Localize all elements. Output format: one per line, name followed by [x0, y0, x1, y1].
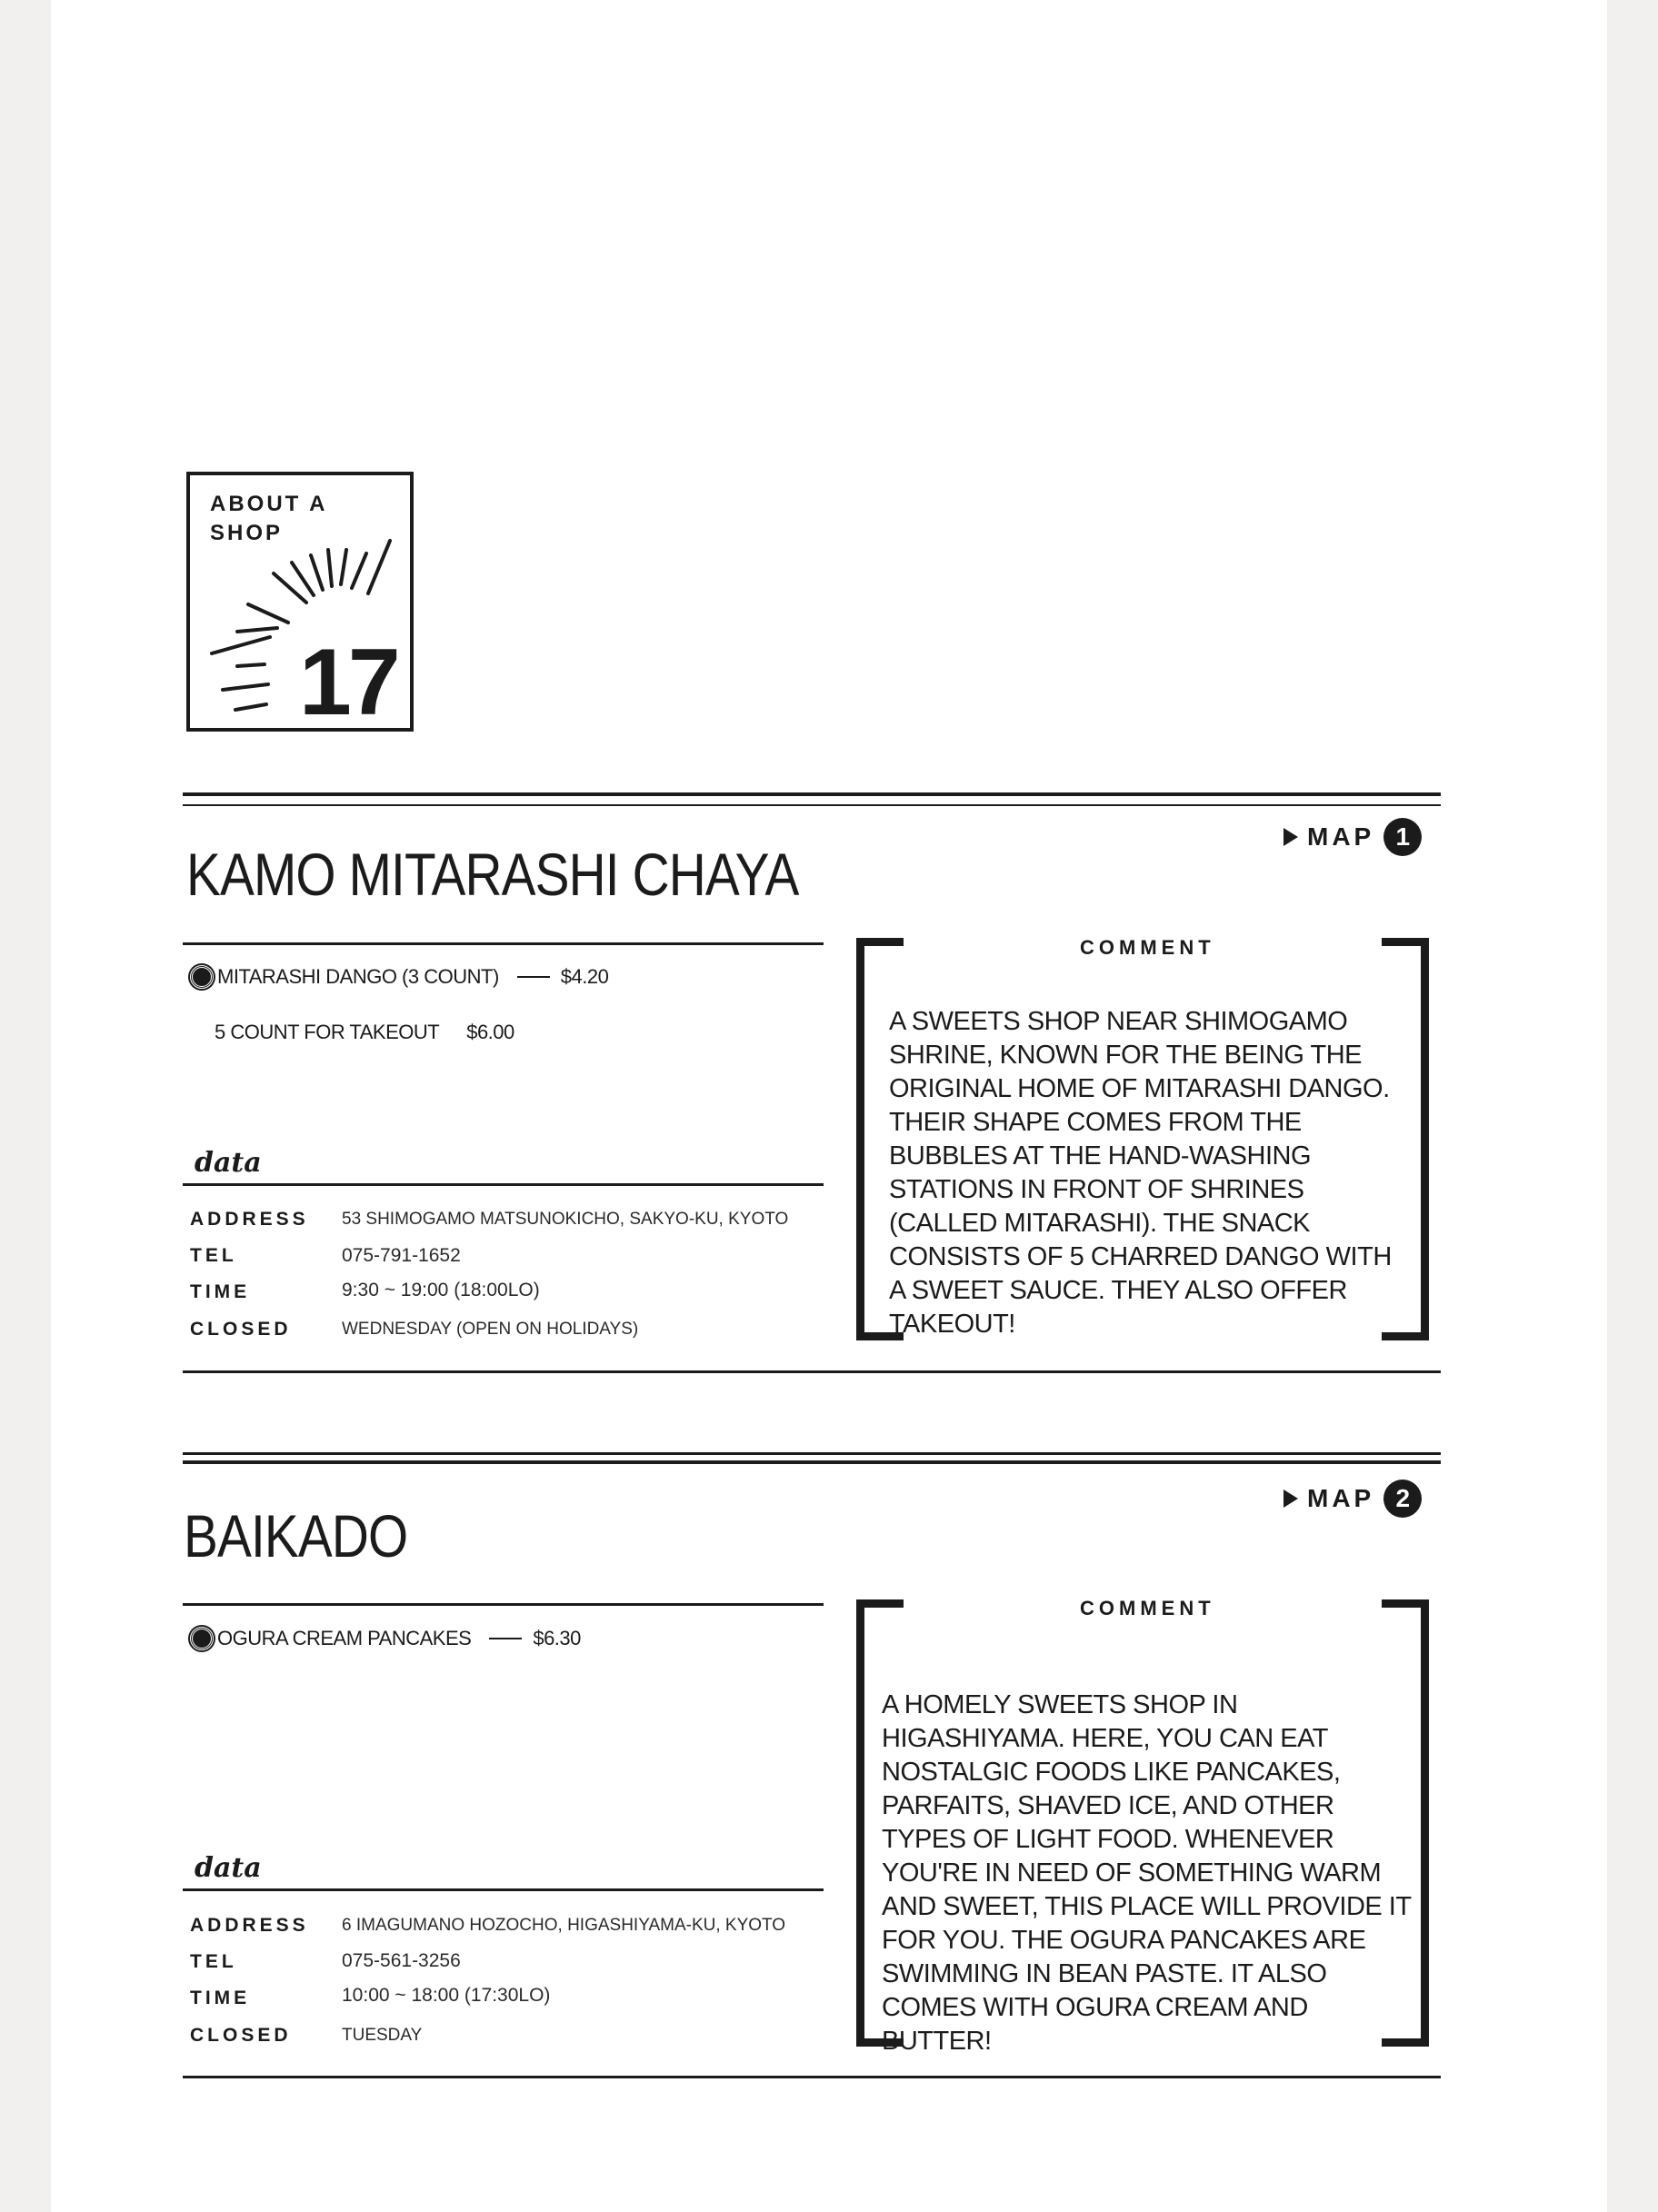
row-value: 075-561-3256 — [342, 1950, 461, 1971]
menu-item-name: OGURA CREAM PANCAKES — [217, 1627, 472, 1649]
shop-title: BAIKADO — [184, 1502, 408, 1569]
map-label: MAP — [1307, 1484, 1375, 1512]
menu-item — [215, 1021, 514, 1044]
row-key: TEL — [190, 1951, 237, 1972]
row-value: 10:00 ~ 18:00 (17:30LO) — [342, 1985, 551, 2006]
map-number-badge: 1 — [1383, 818, 1422, 856]
comment-text: A HOMELY SWEETS SHOP IN HIGASHIYAMA. HERE, YOU CAN EAT NOSTALGIC FOODS LIKE PANCAKES, PARFAITS, SHAVED ICE, AND OTHER TYPES OF LIGHT FOOD. WHENEVER YOU'RE IN NEED OF SOMETHING WARM AND SWEET, THIS PLACE WILL PROVIDE IT FOR YOU. THE OGURA PANCAKES ARE SWIMMING IN BEAN PASTE. IT ALSO COMES WITH OGURA CREAM AND BUTTER! — [882, 1690, 1412, 2056]
row-value: 6 IMAGUMANO HOZOCHO, HIGASHIYAMA-KU, KYOTO — [342, 1916, 786, 1935]
bullet-icon — [190, 1627, 214, 1650]
row-key: TIME — [190, 1988, 251, 2008]
map-link[interactable] — [1283, 1480, 1422, 1518]
row-key: CLOSED — [190, 1319, 292, 1340]
bullet-icon — [190, 965, 214, 989]
divider — [183, 1888, 824, 1891]
row-key: CLOSED — [190, 2025, 292, 2046]
comment-text: A SWEETS SHOP NEAR SHIMOGAMO SHRINE, KNOWN FOR THE BEING THE ORIGINAL HOME OF MITARASHI DANGO. THEIR SHAPE COMES FROM THE BUBBLES AT THE HAND-WASHING STATIONS IN FRONT OF SHRINES (CALLED MITARASHI). THE SNACK CONSISTS OF 5 CHARRED DANGO WITH A SWEET SAUCE. THEY ALSO OFFER TAKEOUT! — [889, 1007, 1392, 1339]
page — [51, 0, 1607, 2212]
menu-item — [190, 965, 608, 989]
divider — [183, 2076, 1441, 2078]
divider — [183, 1460, 1441, 1464]
comment-label: COMMENT — [1080, 936, 1215, 959]
dash — [489, 1638, 522, 1639]
map-number-badge: 2 — [1383, 1480, 1422, 1518]
divider — [183, 804, 1441, 806]
row-value: 53 SHIMOGAMO MATSUNOKICHO, SAKYO-KU, KYOTO — [342, 1210, 789, 1229]
divider — [183, 792, 1441, 796]
map-label: MAP — [1307, 822, 1375, 851]
play-triangle-icon — [1283, 1490, 1298, 1508]
divider — [183, 1452, 1441, 1455]
menu-item-price: $4.20 — [560, 965, 609, 988]
menu-item-name: MITARASHI DANGO (3 COUNT) — [217, 965, 499, 988]
menu-item — [190, 1627, 581, 1650]
divider — [183, 1603, 824, 1606]
menu-item-price: $6.30 — [533, 1627, 581, 1649]
map-link[interactable] — [1283, 818, 1422, 856]
shop-title: KAMO MITARASHI CHAYA — [186, 841, 799, 908]
badge-label: ABOUT A SHOP — [210, 492, 327, 545]
row-value: 9:30 ~ 19:00 (18:00LO) — [342, 1280, 540, 1300]
row-value: 075-791-1652 — [342, 1245, 461, 1266]
row-key: TEL — [190, 1245, 237, 1266]
divider — [183, 1370, 1441, 1373]
row-key: TIME — [190, 1281, 251, 1302]
row-value: TUESDAY — [342, 2026, 423, 2045]
data-label: data — [195, 1852, 262, 1884]
about-shop-badge — [186, 472, 414, 735]
comment-label: COMMENT — [1080, 1597, 1215, 1619]
row-value: WEDNESDAY (OPEN ON HOLIDAYS) — [342, 1320, 639, 1339]
play-triangle-icon — [1283, 828, 1298, 846]
row-key: ADDRESS — [190, 1209, 309, 1230]
data-label: data — [195, 1147, 262, 1179]
badge-number: 17 — [299, 630, 397, 735]
menu-item-price: $6.00 — [466, 1021, 514, 1043]
divider — [183, 942, 824, 945]
row-key: ADDRESS — [190, 1915, 309, 1936]
dash — [517, 976, 550, 978]
divider — [183, 1183, 824, 1186]
menu-item-name: 5 COUNT FOR TAKEOUT — [215, 1021, 440, 1043]
